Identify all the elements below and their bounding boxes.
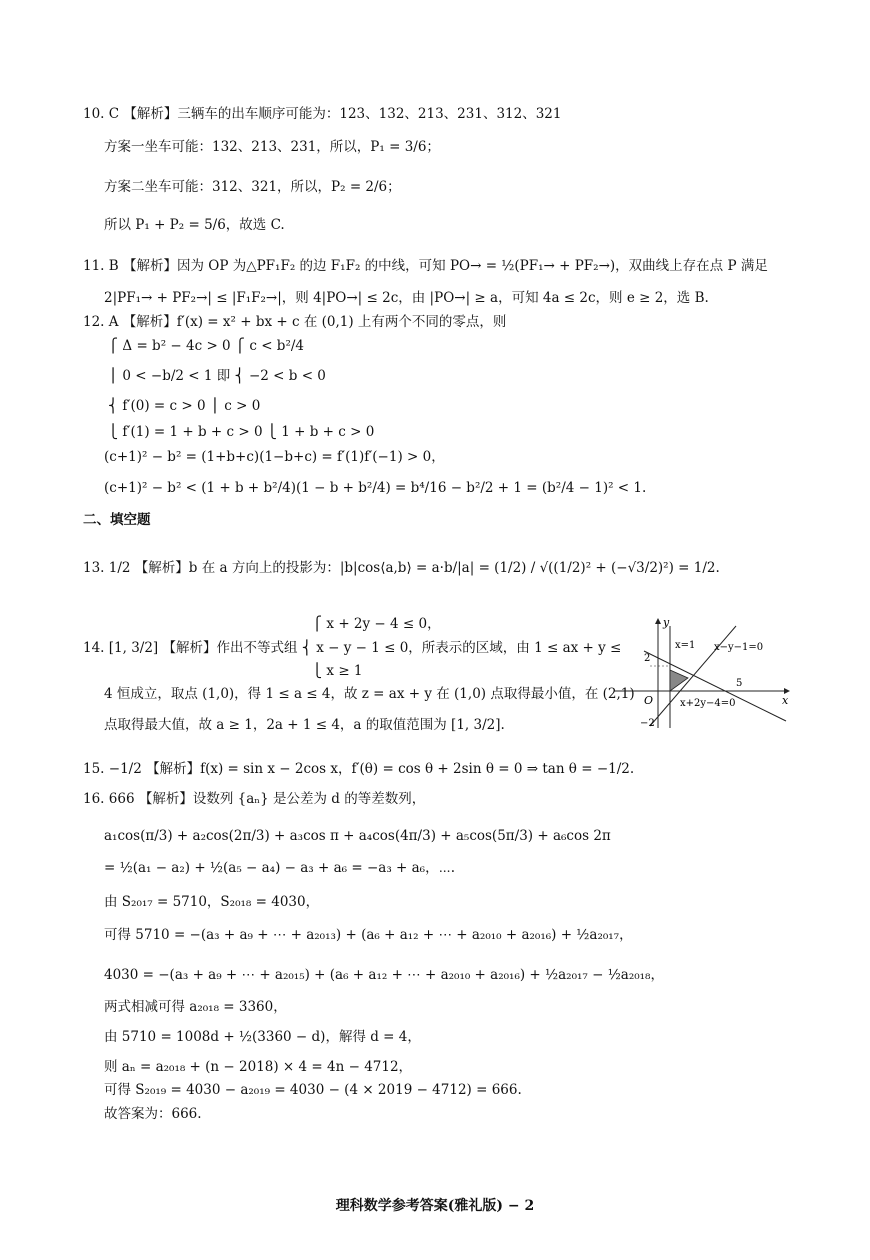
text-line: 由 S₂₀₁₇ = 5710，S₂₀₁₈ = 4030， (104, 894, 320, 910)
text-line: 4030 = −(a₃ + a₉ + ⋯ + a₂₀₁₅) + (a₆ + a₁₂ + ⋯ + a₂₀₁₀ + a₂₀₁₆) + ½a₂₀₁₇ − ½a₂₀₁₈， (104, 967, 664, 983)
x-axis-label: x (782, 694, 789, 707)
text-line: ⎧ Δ = b² − 4c > 0 ⎧ c < b²/4 (108, 338, 304, 354)
line-x-plus-2y-minus-4 (644, 651, 786, 721)
text-line: 2|PF₁→ + PF₂→| ≤ |F₁F₂→|，则 4|PO→| ≤ 2c，由 |PO→| ≥ a，可知 4a ≤ 2c，则 e ≥ 2，选 B. (104, 290, 709, 306)
text-line: 则 aₙ = a₂₀₁₈ + (n − 2018) × 4 = 4n − 4712， (104, 1059, 413, 1075)
page-footer: 理科数学参考答案(雅礼版) − 2 (335, 1198, 535, 1214)
tick-minus2-label: −2 (640, 718, 655, 729)
text-line: (c+1)² − b² < (1 + b + b²/4)(1 − b + b²/4) = b⁴/16 − b²/2 + 1 = (b²/4 − 1)² < 1. (104, 480, 647, 496)
text-line: 故答案为：666. (104, 1106, 202, 1122)
tick-2-label: 2 (644, 653, 651, 664)
text-line: a₁cos(π/3) + a₂cos(2π/3) + a₃cos π + a₄cos(4π/3) + a₅cos(5π/3) + a₆cos 2π (104, 828, 611, 844)
text-line: ⎩ f′(1) = 1 + b + c > 0 ⎩ 1 + b + c > 0 (108, 424, 375, 440)
line2-label: x+2y−4=0 (680, 698, 736, 709)
text-line: 12. A 【解析】f′(x) = x² + bx + c 在 (0,1) 上有两个不同的零点，则 (83, 314, 507, 330)
text-line: 所以 P₁ + P₂ = 5/6，故选 C. (104, 217, 285, 233)
text-line: 11. B 【解析】因为 OP 为△PF₁F₂ 的边 F₁F₂ 的中线，可知 PO→ = ½(PF₁→ + PF₂→)，双曲线上存在点 P 满足 (83, 258, 768, 274)
text-line: 方案一坐车可能：132、213、231，所以，P₁ = 3/6； (104, 139, 440, 155)
y-axis-arrow (655, 618, 661, 624)
text-line: 14. [1, 3/2] 【解析】作出不等式组 ⎨ x − y − 1 ≤ 0，所表示的区域，由 1 ≤ ax + y ≤ (83, 640, 622, 656)
text-line: 两式相减可得 a₂₀₁₈ = 3360， (104, 999, 287, 1015)
text-line: 方案二坐车可能：312、321，所以，P₂ = 2/6； (104, 179, 401, 195)
text-line: 二、填空题 (83, 512, 151, 528)
inequality-region-graph (608, 616, 793, 731)
text-line: 15. −1/2 【解析】f(x) = sin x − 2cos x，f′(θ) = cos θ + 2sin θ = 0 ⇒ tan θ = −1/2. (83, 761, 635, 777)
y-axis-label: y (663, 616, 670, 629)
text-line: 可得 5710 = −(a₃ + a₉ + ⋯ + a₂₀₁₃) + (a₆ + a₁₂ + ⋯ + a₂₀₁₀ + a₂₀₁₆) + ½a₂₀₁₇， (104, 927, 633, 943)
x1-label: x=1 (675, 640, 696, 651)
tick-5-label: 5 (736, 678, 743, 689)
text-line: ⎩ x ≥ 1 (312, 663, 363, 679)
text-line: 可得 S₂₀₁₉ = 4030 − a₂₀₁₉ = 4030 − (4 × 2019 − 4712) = 666. (104, 1082, 522, 1098)
text-line: 10. C 【解析】三辆车的出车顺序可能为：123、132、213、231、312、321 (83, 106, 562, 122)
text-line: 13. 1/2 【解析】b 在 a 方向上的投影为：|b|cos⟨a,b⟩ = a·b/|a| = (1/2) / √((1/2)² + (−√3/2)²) = 1/2. (83, 560, 720, 576)
text-line: 由 5710 = 1008d + ½(3360 − d)，解得 d = 4， (104, 1029, 421, 1045)
text-line: ⎨ f′(0) = c > 0 ⎪ c > 0 (108, 398, 261, 414)
origin-label: O (644, 694, 654, 707)
text-line: 4 恒成立，取点 (1,0)，得 1 ≤ a ≤ 4，故 z = ax + y 在 (1,0) 点取得最小值，在 (2,1) (104, 686, 635, 702)
shaded-region (670, 670, 688, 691)
text-line: ⎪ 0 < −b/2 < 1 即 ⎨ −2 < b < 0 (108, 368, 326, 384)
text-line: ⎧ x + 2y − 4 ≤ 0， (312, 616, 441, 632)
text-line: 16. 666 【解析】设数列 {aₙ} 是公差为 d 的等差数列， (83, 791, 426, 807)
line1-label: x−y−1=0 (714, 642, 764, 653)
text-line: 点取得最大值，故 a ≥ 1，2a + 1 ≤ 4，a 的取值范围为 [1, 3/2]. (104, 717, 505, 733)
text-line: = ½(a₁ − a₂) + ½(a₅ − a₄) − a₃ + a₆ = −a₃ + a₆，⋯. (104, 860, 456, 876)
text-line: (c+1)² − b² = (1+b+c)(1−b+c) = f′(1)f′(−1) > 0， (104, 449, 445, 465)
